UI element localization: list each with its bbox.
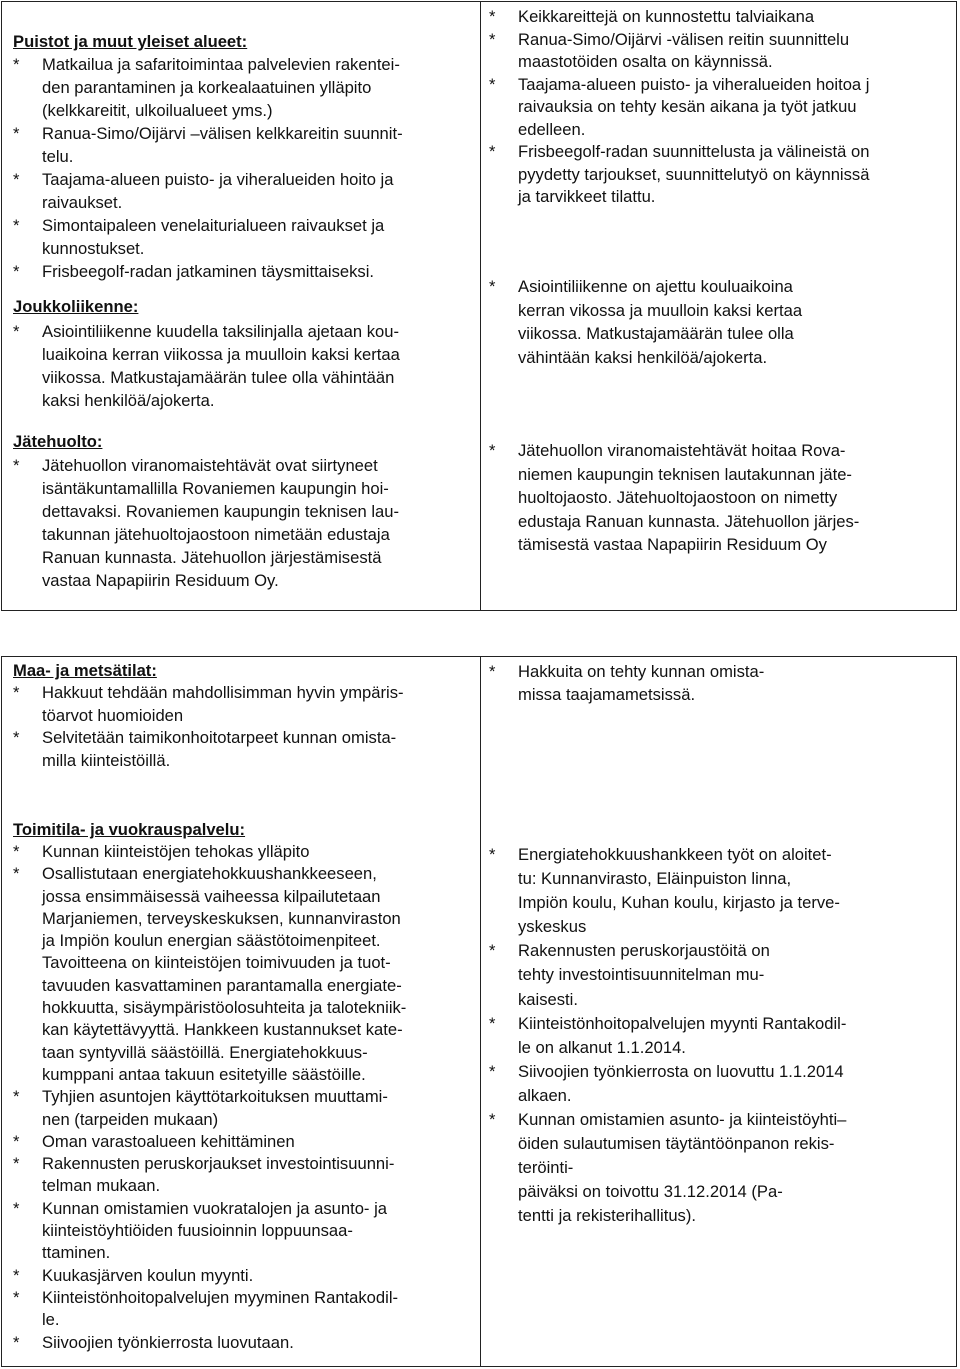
text-line: missa taajamametsissä. xyxy=(518,685,696,704)
text-line: Asiointiliikenne kuudella taksilinjalla ajetaan kou- xyxy=(42,322,399,341)
text-line: isäntäkuntamallilla Rovaniemen kaupungin hoi- xyxy=(42,479,389,498)
list-item xyxy=(489,439,859,557)
bullet-marker: * xyxy=(13,216,20,235)
text-line: Frisbeegolf-radan jatkaminen täysmittaiseksi. xyxy=(42,262,375,281)
list-item xyxy=(13,1198,387,1265)
section-heading-jatehuolto: Jätehuolto: xyxy=(13,432,103,451)
bullet-marker: * xyxy=(489,941,496,961)
list-item-text xyxy=(42,53,400,122)
bullet-marker: * xyxy=(13,322,20,341)
text-line: tämisestä vastaa Napapiirin Residuum Oy xyxy=(518,535,827,554)
bullet-marker: * xyxy=(13,683,20,702)
text-line: ttaminen. xyxy=(42,1243,111,1263)
text-line: kaisesti. xyxy=(518,989,578,1009)
list-item xyxy=(13,727,396,772)
list-item-text xyxy=(518,939,770,1011)
list-item-text xyxy=(518,29,849,74)
text-line: edelleen. xyxy=(518,119,586,139)
text-line: edustaja Ranuan kunnasta. Jätehuollon järjes- xyxy=(518,511,860,531)
text-line: Taajama-alueen puisto- ja viheralueiden hoito ja xyxy=(42,170,394,189)
text-line: töarvot huomioiden xyxy=(42,705,184,725)
status-column xyxy=(481,657,956,1366)
status-column xyxy=(481,2,956,610)
list-item xyxy=(489,843,840,939)
list-item xyxy=(13,320,400,412)
text-line: taan syntyvillä säästöillä. Energiatehokkuus- xyxy=(42,1042,368,1062)
list-item-text xyxy=(42,320,400,412)
list-item xyxy=(13,1131,295,1153)
list-item xyxy=(489,141,869,209)
text-line: Hakkuita on tehty kunnan omista- xyxy=(518,662,765,681)
text-line: Kunnan omistamien vuokratalojen ja asunto- ja xyxy=(42,1198,387,1218)
status-table-2 xyxy=(1,656,957,1367)
list-item-text xyxy=(518,660,764,706)
list-item xyxy=(13,1086,388,1131)
list-item xyxy=(13,1287,398,1332)
list-item-text xyxy=(42,1131,295,1153)
bullet-marker: * xyxy=(13,55,20,74)
list-item xyxy=(13,863,406,1086)
list-item xyxy=(489,939,770,1011)
bullet-marker: * xyxy=(489,441,496,460)
list-item-text xyxy=(518,439,859,557)
text-line: Kunnan kiinteistöjen tehokas ylläpito xyxy=(42,842,310,861)
bullet-marker: * xyxy=(489,662,496,681)
list-item-text xyxy=(42,1198,387,1265)
text-line: dettavaksi. Rovaniemen kaupungin teknisen lau- xyxy=(42,502,399,521)
bullet-marker: * xyxy=(489,1061,496,1081)
list-item-text xyxy=(42,1332,294,1354)
text-line: ja tarvikkeet tilattu. xyxy=(518,187,656,206)
list-item-text xyxy=(518,1012,846,1060)
text-line: ja Impiön koulun energian säästötoimenpiteet. xyxy=(42,931,381,951)
bullet-marker: * xyxy=(13,1131,20,1151)
list-item xyxy=(13,168,393,214)
text-line: Selvitetään taimikonhoitotarpeet kunnan omista- xyxy=(42,728,397,747)
list-item xyxy=(489,1012,846,1060)
text-line: Oman varastoalueen kehittäminen xyxy=(42,1131,295,1151)
list-item-text xyxy=(42,260,374,283)
text-line: tavuuden kasvattaminen parantamalla energiate- xyxy=(42,975,402,995)
list-item-text xyxy=(518,1060,844,1108)
text-line: niemen kaupungin teknisen lautakunnan jäte- xyxy=(518,464,852,484)
section-heading-maa: Maa- ja metsätilat: xyxy=(13,661,157,680)
text-line: Marjaniemen, terveyskeskuksen, kunnanviraston xyxy=(42,908,401,928)
text-line: Rakennusten peruskorjaustöitä on xyxy=(518,941,770,961)
text-line: Kiinteistönhoitopalvelujen myyminen Rantakodil- xyxy=(42,1288,399,1307)
list-item xyxy=(489,1108,846,1228)
text-line: Kuukasjärven koulun myynti. xyxy=(42,1265,254,1285)
list-item-text xyxy=(42,168,393,214)
list-item xyxy=(489,74,869,142)
section-heading-toimitila: Toimitila- ja vuokrauspalvelu: xyxy=(13,820,246,839)
text-line: vähintään kaksi henkilöä/ajokerta. xyxy=(518,347,768,367)
list-item-text xyxy=(518,1108,846,1228)
text-line: Siivoojien työnkierrosta on luovuttu 1.1.2014 xyxy=(518,1061,844,1081)
list-item-text xyxy=(42,863,406,1086)
text-line: den parantaminen ja korkealaatuinen ylläpito xyxy=(42,78,372,97)
text-line: Osallistutaan energiatehokkuushankkeeseen, xyxy=(42,864,377,884)
text-line: kunnostukset. xyxy=(42,239,145,258)
text-line: Impiön koulu, Kuhan koulu, kirjasto ja terve- xyxy=(518,893,840,913)
text-line: le. xyxy=(42,1310,60,1330)
text-line: Kiinteistönhoitopalvelujen myynti Rantakodil- xyxy=(518,1013,847,1033)
bullet-marker: * xyxy=(489,74,496,94)
plan-column xyxy=(2,657,481,1366)
text-line: hokkuutta, sisäympäristöolosuhteita ja talotekniik- xyxy=(42,998,407,1018)
bullet-marker: * xyxy=(13,1198,20,1218)
section-heading-joukkoliikenne: Joukkoliikenne: xyxy=(13,297,139,316)
bullet-marker: * xyxy=(13,262,20,281)
text-line: Ranuan kunnasta. Jätehuollon järjestämisestä xyxy=(42,548,382,567)
text-line: Asiointiliikenne on ajettu kouluaikoina xyxy=(518,277,793,296)
list-item-text xyxy=(42,454,399,592)
text-line: tu: Kunnanvirasto, Eläinpuiston linna, xyxy=(518,869,792,889)
text-line: Taajama-alueen puisto- ja viheralueiden hoitoa j xyxy=(518,74,870,94)
list-item xyxy=(13,841,310,863)
text-line: takunnan jätehuoltojaostoon nimetään edustaja xyxy=(42,525,390,544)
text-line: viikossa. Matkustajamäärän tulee olla xyxy=(518,324,794,343)
text-line: Hakkuut tehdään mahdollisimman hyvin ympäris- xyxy=(42,683,404,702)
text-line: maastotöiden osalta on käynnissä. xyxy=(518,52,773,71)
text-line: alkaen. xyxy=(518,1085,572,1105)
list-item xyxy=(489,29,849,74)
bullet-marker: * xyxy=(13,124,20,143)
bullet-marker: * xyxy=(489,1013,496,1033)
list-item xyxy=(13,1153,394,1198)
text-line: viikossa. Matkustajamäärän tulee olla vähintään xyxy=(42,368,395,387)
text-line: kan käytettävyyttä. Hankkeen kustannukset kate- xyxy=(42,1020,403,1040)
text-line: Tyhjien asuntojen käyttötarkoituksen muuttami- xyxy=(42,1087,388,1107)
plan-column xyxy=(2,2,481,610)
list-item xyxy=(13,454,399,592)
text-line: kerran vikossa ja muulloin kaksi kertaa xyxy=(518,300,803,320)
text-line: Siivoojien työnkierrosta luovutaan. xyxy=(42,1332,294,1352)
text-line: luaikoina kerran viikossa ja muulloin kaksi kertaa xyxy=(42,345,400,364)
bullet-marker: * xyxy=(13,170,20,189)
bullet-marker: * xyxy=(13,1154,20,1174)
bullet-marker: * xyxy=(489,7,496,26)
text-line: Jätehuollon viranomaistehtävät ovat siirtyneet xyxy=(42,456,378,475)
text-line: milla kiinteistöillä. xyxy=(42,750,171,770)
list-item xyxy=(489,660,764,706)
list-item-text xyxy=(518,275,802,369)
list-item-text xyxy=(42,682,404,727)
text-line: raivaukset. xyxy=(42,193,123,212)
text-line: päiväksi on toivottu 31.12.2014 (Pa- xyxy=(518,1182,783,1202)
text-line: (kelkkareitit, ulkoilualueet yms.) xyxy=(42,101,273,120)
list-item xyxy=(489,275,802,369)
text-line: teröinti- xyxy=(518,1158,574,1178)
bullet-marker: * xyxy=(13,842,20,861)
text-line: vastaa Napapiirin Residuum Oy. xyxy=(42,571,279,590)
bullet-marker: * xyxy=(13,864,20,884)
list-item-text xyxy=(42,1153,394,1198)
list-item-text xyxy=(42,214,384,260)
text-line: kumppani antaa takuun esitetyille säästöille. xyxy=(42,1064,366,1084)
text-line: Jätehuollon viranomaistehtävät hoitaa Rova- xyxy=(518,441,846,460)
text-line: kiinteistöyhtiöiden fuusioinnin loppuunsaa- xyxy=(42,1221,353,1241)
text-line: telman mukaan. xyxy=(42,1176,161,1196)
text-line: Rakennusten peruskorjaukset investointisuunni- xyxy=(42,1154,395,1174)
list-item-text xyxy=(518,74,869,142)
list-item-text xyxy=(42,841,310,863)
bullet-marker: * xyxy=(13,1332,20,1352)
text-line: Matkailua ja safaritoimintaa palvelevien rakentei- xyxy=(42,55,400,74)
text-line: le on alkanut 1.1.2014. xyxy=(518,1037,686,1057)
list-item-text xyxy=(518,6,814,29)
bullet-marker: * xyxy=(13,1288,20,1307)
bullet-marker: * xyxy=(13,1265,20,1285)
text-line: Kunnan omistamien asunto- ja kiinteistöyhti– xyxy=(518,1110,847,1130)
text-line: jossa ensimmäisessä vaiheessa kilpailutetaan xyxy=(42,886,381,906)
text-line: nen (tarpeiden mukaan) xyxy=(42,1109,219,1129)
list-item-text xyxy=(518,141,869,209)
text-line: telu. xyxy=(42,147,74,166)
text-line: Tavoitteena on kiinteistöjen toimivuuden ja tuot- xyxy=(42,953,391,973)
text-line: pyydetty tarjoukset, suunnittelutyö on käynnissä xyxy=(518,164,870,184)
list-item xyxy=(13,122,403,168)
list-item xyxy=(13,1265,253,1287)
list-item xyxy=(13,214,384,260)
text-line: kaksi henkilöä/ajokerta. xyxy=(42,391,215,410)
bullet-marker: * xyxy=(489,1110,496,1130)
text-line: Energiatehokkuushankkeen työt on aloitet- xyxy=(518,845,832,864)
bullet-marker: * xyxy=(489,29,496,49)
text-line: Ranua-Simo/Oijärvi –välisen kelkkareitin suunnit- xyxy=(42,124,403,143)
list-item xyxy=(489,6,814,29)
list-item xyxy=(13,1332,294,1354)
bullet-marker: * xyxy=(13,728,20,747)
bullet-marker: * xyxy=(489,142,496,161)
text-line: yskeskus xyxy=(518,917,587,937)
text-line: tehty investointisuunnitelman mu- xyxy=(518,965,765,985)
list-item-text xyxy=(42,727,396,772)
list-item xyxy=(13,53,400,122)
bullet-marker: * xyxy=(13,1087,20,1107)
text-line: Ranua-Simo/Oijärvi -välisen reitin suunnittelu xyxy=(518,29,850,49)
text-line: tentti ja rekisterihallitus). xyxy=(518,1206,696,1226)
list-item-text xyxy=(42,1086,388,1131)
text-line: öiden sulautumisen täytäntöönpanon rekis- xyxy=(518,1134,835,1154)
list-item-text xyxy=(518,843,840,939)
text-line: huoltojaosto. Jätehuoltojaostoon on nimetty xyxy=(518,488,838,507)
text-line: raivauksia on tehty kesän aikana ja työt jatkuu xyxy=(518,97,857,116)
text-line: Simontaipaleen venelaiturialueen raivaukset ja xyxy=(42,216,385,235)
status-table-1 xyxy=(1,1,957,611)
list-item xyxy=(13,260,374,283)
list-item-text xyxy=(42,122,403,168)
section-heading-puistot: Puistot ja muut yleiset alueet: xyxy=(13,32,248,51)
text-line: Keikkareittejä on kunnostettu talviaikana xyxy=(518,7,815,26)
text-line: Frisbeegolf-radan suunnittelusta ja välineistä on xyxy=(518,142,870,161)
bullet-marker: * xyxy=(13,456,20,475)
list-item xyxy=(489,1060,844,1108)
bullet-marker: * xyxy=(489,277,496,296)
list-item-text xyxy=(42,1265,253,1287)
list-item-text xyxy=(42,1287,398,1332)
bullet-marker: * xyxy=(489,845,496,864)
list-item xyxy=(13,682,404,727)
